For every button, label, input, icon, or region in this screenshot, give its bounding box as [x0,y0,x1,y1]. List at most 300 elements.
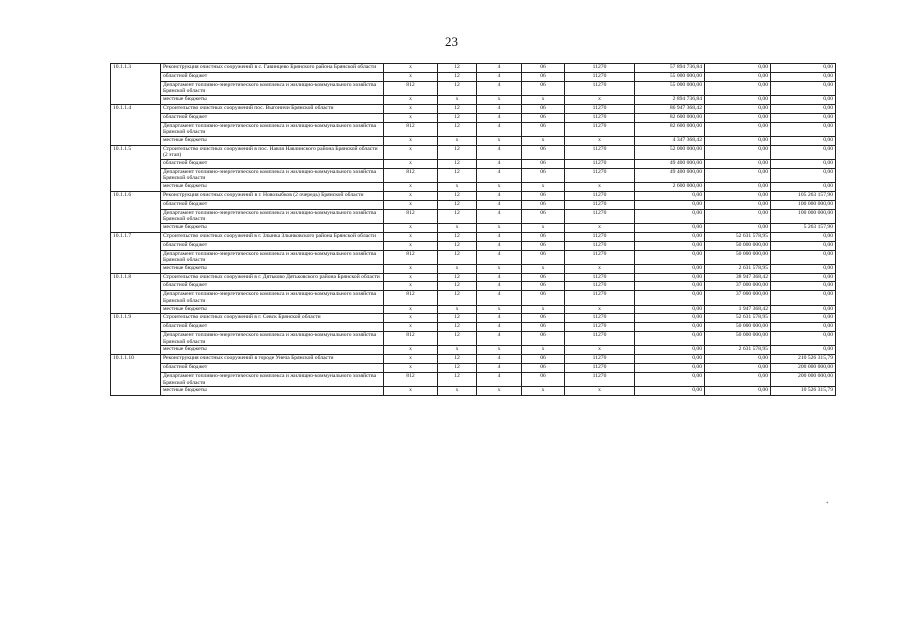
column-e: 11270 [565,200,635,209]
column-e: 11270 [565,122,635,136]
column-c: 4 [477,159,522,168]
column-c: 4 [477,64,522,73]
amount-year-2: 0,00 [705,104,771,113]
amount-year-1: 0,00 [635,241,705,250]
column-c: 4 [477,250,522,264]
column-b: 12 [438,145,477,159]
column-e: x [565,387,635,396]
amount-year-2: 0,00 [705,209,771,223]
row-name: областной бюджет [161,200,384,209]
column-b: 12 [438,291,477,305]
table-row [111,332,836,346]
column-e: 11270 [565,232,635,241]
column-b: 12 [438,209,477,223]
amount-year-2: 0,00 [705,145,771,159]
column-c: 4 [477,81,522,95]
amount-year-3: 0,00 [771,159,836,168]
row-name: Строительство очистных сооружений в г. Дятьково Дятьковского района Брянской области [161,273,384,282]
table-row [111,209,836,223]
amount-year-2: 50 000 000,00 [705,241,771,250]
column-c: 4 [477,241,522,250]
column-d: 06 [522,145,565,159]
column-b: x [438,136,477,145]
column-c: 4 [477,273,522,282]
table-row [111,241,836,250]
amount-year-3: 0,00 [771,64,836,73]
amount-year-2: 37 000 000,00 [705,291,771,305]
column-c: 4 [477,104,522,113]
column-a: x [384,95,438,104]
column-c: 4 [477,113,522,122]
row-name: Строительство очистных сооружений в г. Севск Брянской области [161,314,384,323]
column-c: 4 [477,191,522,200]
column-a: x [384,364,438,373]
column-e: 11270 [565,81,635,95]
amount-year-3: 0,00 [771,314,836,323]
column-d: x [522,136,565,145]
column-b: 12 [438,323,477,332]
amount-year-3: 105 263 157,90 [771,191,836,200]
amount-year-2: 2 631 578,95 [705,264,771,273]
column-b: 12 [438,314,477,323]
row-name: Строительство очистных сооружений в г. Злынка Злынковского района Брянской области [161,232,384,241]
amount-year-3: 0,00 [771,145,836,159]
column-e: x [565,264,635,273]
column-d: 06 [522,250,565,264]
row-name: областной бюджет [161,159,384,168]
amount-year-1: 0,00 [635,355,705,364]
amount-year-1: 0,00 [635,364,705,373]
column-e: 11270 [565,332,635,346]
budget-table [110,63,836,396]
amount-year-1: 0,00 [635,373,705,387]
column-b: 12 [438,104,477,113]
amount-year-2: 0,00 [705,182,771,191]
column-d: 06 [522,209,565,223]
amount-year-1: 0,00 [635,314,705,323]
amount-year-2: 0,00 [705,355,771,364]
amount-year-1: 52 000 000,00 [635,145,705,159]
column-a: x [384,200,438,209]
amount-year-3: 10 526 315,79 [771,387,836,396]
column-c: 4 [477,282,522,291]
table-row [111,104,836,113]
column-b: 12 [438,191,477,200]
column-a: x [384,223,438,232]
row-name: Департамент топливно-энергетического комплекса и жилищно-коммунального хозяйства Брянской области [161,373,384,387]
amount-year-2: 0,00 [705,136,771,145]
amount-year-1: 0,00 [635,209,705,223]
amount-year-3: 0,00 [771,241,836,250]
item-code: 10.1.1.7 [111,232,161,273]
table-row [111,305,836,314]
amount-year-2: 0,00 [705,159,771,168]
amount-year-2: 2 631 578,95 [705,346,771,355]
amount-year-1: 82 600 000,00 [635,122,705,136]
column-c: 4 [477,145,522,159]
column-c: 4 [477,332,522,346]
amount-year-1: 0,00 [635,200,705,209]
table-row [111,323,836,332]
row-name: Департамент топливно-энергетического комплекса и жилищно-коммунального хозяйства Брянской области [161,81,384,95]
table-row [111,314,836,323]
column-e: 11270 [565,250,635,264]
column-b: x [438,305,477,314]
row-name: Реконструкция очистных сооружений в городе Унеча Брянской области [161,355,384,364]
row-name: областной бюджет [161,364,384,373]
amount-year-1: 0,00 [635,191,705,200]
column-c: 4 [477,200,522,209]
column-d: x [522,264,565,273]
column-d: 06 [522,232,565,241]
column-a: x [384,191,438,200]
amount-year-1: 2 600 000,00 [635,182,705,191]
row-name: областной бюджет [161,282,384,291]
column-a: 812 [384,122,438,136]
page-number: 23 [445,34,458,49]
column-d: x [522,387,565,396]
table-row [111,273,836,282]
item-code: 10.1.1.4 [111,104,161,145]
amount-year-3: 0,00 [771,95,836,104]
item-code: 10.1.1.6 [111,191,161,232]
table-row [111,223,836,232]
column-d: 06 [522,72,565,81]
column-e: 11270 [565,323,635,332]
column-b: x [438,223,477,232]
column-e: 11270 [565,104,635,113]
column-c: x [477,346,522,355]
column-c: x [477,264,522,273]
amount-year-2: 0,00 [705,113,771,122]
column-d: 06 [522,291,565,305]
column-d: 06 [522,364,565,373]
amount-year-1: 0,00 [635,305,705,314]
table-row [111,264,836,273]
column-a: x [384,159,438,168]
table-row [111,145,836,159]
column-b: 12 [438,200,477,209]
column-c: 4 [477,355,522,364]
column-e: x [565,95,635,104]
amount-year-1: 55 000 000,00 [635,81,705,95]
column-e: 11270 [565,373,635,387]
row-name: Строительство очистных сооружений пос. Выгоничи Брянской области [161,104,384,113]
item-code: 10.1.1.9 [111,314,161,355]
column-d: 06 [522,373,565,387]
column-a: x [384,136,438,145]
column-c: 4 [477,323,522,332]
row-name: местные бюджеты [161,223,384,232]
column-e: 11270 [565,273,635,282]
column-d: 06 [522,122,565,136]
amount-year-3: 0,00 [771,81,836,95]
column-e: 11270 [565,145,635,159]
row-name: Строительство очистных сооружений в пос. Навля Навлинского района Брянской области (2 этап) [161,145,384,159]
amount-year-3: 0,00 [771,72,836,81]
table-row [111,182,836,191]
column-d: 06 [522,64,565,73]
row-name: местные бюджеты [161,264,384,273]
column-d: 06 [522,332,565,346]
column-b: 12 [438,232,477,241]
column-b: x [438,264,477,273]
column-e: x [565,182,635,191]
column-b: x [438,182,477,191]
column-c: 4 [477,291,522,305]
column-d: 06 [522,159,565,168]
column-e: 11270 [565,291,635,305]
column-e: x [565,136,635,145]
column-d: x [522,223,565,232]
row-name: областной бюджет [161,241,384,250]
column-c: x [477,136,522,145]
column-d: 06 [522,168,565,182]
item-code: 10.1.1.5 [111,145,161,191]
table-row [111,282,836,291]
column-d: 06 [522,113,565,122]
column-b: 12 [438,282,477,291]
column-d: 06 [522,273,565,282]
column-b: 12 [438,64,477,73]
column-c: 4 [477,364,522,373]
amount-year-3: 0,00 [771,282,836,291]
column-d: x [522,95,565,104]
column-d: 06 [522,104,565,113]
table-row [111,168,836,182]
column-a: x [384,323,438,332]
column-d: 06 [522,355,565,364]
amount-year-1: 2 894 736,84 [635,95,705,104]
table-row [111,72,836,81]
amount-year-1: 49 400 000,00 [635,159,705,168]
column-d: 06 [522,282,565,291]
amount-year-2: 38 947 368,42 [705,273,771,282]
row-name: местные бюджеты [161,346,384,355]
amount-year-1: 86 947 368,42 [635,104,705,113]
table-row [111,81,836,95]
column-b: 12 [438,113,477,122]
amount-year-1: 0,00 [635,332,705,346]
amount-year-3: 0,00 [771,122,836,136]
table-row [111,159,836,168]
column-d: 06 [522,314,565,323]
column-b: 12 [438,250,477,264]
table-row [111,355,836,364]
amount-year-3: 210 526 315,79 [771,355,836,364]
column-c: 4 [477,72,522,81]
column-e: x [565,223,635,232]
item-code: 10.1.1.3 [111,64,161,105]
row-name: местные бюджеты [161,136,384,145]
amount-year-3: 100 000 000,00 [771,200,836,209]
amount-year-3: 0,00 [771,136,836,145]
row-name: Департамент топливно-энергетического комплекса и жилищно-коммунального хозяйства Брянской области [161,168,384,182]
amount-year-3: 0,00 [771,346,836,355]
item-code: 10.1.1.8 [111,273,161,314]
column-e: x [565,346,635,355]
column-a: 812 [384,168,438,182]
column-e: x [565,305,635,314]
amount-year-3: 100 000 000,00 [771,209,836,223]
column-c: x [477,305,522,314]
amount-year-3: 0,00 [771,332,836,346]
column-a: x [384,387,438,396]
amount-year-2: 0,00 [705,364,771,373]
column-b: 12 [438,122,477,136]
row-name: Департамент топливно-энергетического комплекса и жилищно-коммунального хозяйства Брянской области [161,209,384,223]
column-b: 12 [438,355,477,364]
amount-year-3: 0,00 [771,104,836,113]
column-a: x [384,104,438,113]
column-e: 11270 [565,241,635,250]
amount-year-3: 0,00 [771,291,836,305]
column-a: x [384,305,438,314]
amount-year-2: 0,00 [705,223,771,232]
column-b: 12 [438,332,477,346]
column-d: 06 [522,191,565,200]
column-b: x [438,387,477,396]
column-c: 4 [477,168,522,182]
column-a: x [384,241,438,250]
amount-year-2: 0,00 [705,122,771,136]
amount-year-3: 0,00 [771,305,836,314]
amount-year-1: 0,00 [635,346,705,355]
table-row [111,122,836,136]
amount-year-2: 52 631 578,95 [705,314,771,323]
column-e: 11270 [565,159,635,168]
table-row [111,346,836,355]
column-c: x [477,223,522,232]
item-code: 10.1.1.10 [111,355,161,396]
column-c: x [477,182,522,191]
column-a: 812 [384,209,438,223]
table-row [111,95,836,104]
amount-year-3: 0,00 [771,182,836,191]
column-e: 11270 [565,364,635,373]
column-d: x [522,346,565,355]
amount-year-2: 0,00 [705,200,771,209]
column-c: 4 [477,209,522,223]
row-name: Департамент топливно-энергетического комплекса и жилищно-коммунального хозяйства Брянской области [161,291,384,305]
column-a: 812 [384,250,438,264]
row-name: Департамент топливно-энергетического комплекса и жилищно-коммунального хозяйства Брянской области [161,332,384,346]
column-a: x [384,273,438,282]
amount-year-2: 50 000 000,00 [705,332,771,346]
amount-year-3: 200 000 000,00 [771,364,836,373]
column-b: 12 [438,241,477,250]
column-e: 11270 [565,113,635,122]
row-name: областной бюджет [161,113,384,122]
column-d: 06 [522,241,565,250]
row-name: местные бюджеты [161,305,384,314]
column-e: 11270 [565,64,635,73]
amount-year-1: 49 400 000,00 [635,168,705,182]
column-c: 4 [477,232,522,241]
column-c: x [477,387,522,396]
amount-year-1: 0,00 [635,323,705,332]
amount-year-1: 0,00 [635,282,705,291]
amount-year-2: 0,00 [705,81,771,95]
row-name: местные бюджеты [161,387,384,396]
column-d: x [522,305,565,314]
column-b: 12 [438,273,477,282]
amount-year-1: 0,00 [635,250,705,264]
amount-year-1: 0,00 [635,291,705,305]
table-row [111,291,836,305]
column-b: x [438,346,477,355]
table-row [111,113,836,122]
column-e: 11270 [565,72,635,81]
amount-year-1: 0,00 [635,232,705,241]
amount-year-2: 52 631 578,95 [705,232,771,241]
column-b: x [438,95,477,104]
amount-year-1: 82 600 000,00 [635,113,705,122]
amount-year-2: 0,00 [705,191,771,200]
column-b: 12 [438,159,477,168]
amount-year-1: 0,00 [635,387,705,396]
amount-year-1: 0,00 [635,264,705,273]
row-name: местные бюджеты [161,182,384,191]
amount-year-3: 0,00 [771,323,836,332]
amount-year-3: 200 000 000,00 [771,373,836,387]
amount-year-2: 1 947 368,42 [705,305,771,314]
column-e: 11270 [565,314,635,323]
column-b: 12 [438,81,477,95]
column-c: 4 [477,122,522,136]
column-a: x [384,264,438,273]
column-a: 812 [384,81,438,95]
amount-year-3: 0,00 [771,250,836,264]
row-name: Департамент топливно-энергетического комплекса и жилищно-коммунального хозяйства Брянской области [161,122,384,136]
amount-year-2: 0,00 [705,64,771,73]
column-d: 06 [522,323,565,332]
table-row [111,64,836,73]
column-e: 11270 [565,355,635,364]
amount-year-2: 0,00 [705,95,771,104]
column-a: 812 [384,291,438,305]
column-d: 06 [522,200,565,209]
amount-year-2: 50 000 000,00 [705,250,771,264]
column-a: x [384,282,438,291]
row-name: местные бюджеты [161,95,384,104]
column-c: 4 [477,373,522,387]
table-row [111,136,836,145]
row-name: областной бюджет [161,323,384,332]
table-row [111,364,836,373]
amount-year-3: 0,00 [771,273,836,282]
column-a: x [384,145,438,159]
scan-mark: * [826,502,829,507]
row-name: Реконструкция очистных сооружений в г. Новозыбков (2 очередь) Брянской области [161,191,384,200]
amount-year-3: 5 263 157,90 [771,223,836,232]
column-a: x [384,346,438,355]
column-c: x [477,95,522,104]
column-b: 12 [438,364,477,373]
amount-year-3: 0,00 [771,113,836,122]
table-row [111,387,836,396]
amount-year-1: 55 000 000,00 [635,72,705,81]
amount-year-1: 57 894 736,84 [635,64,705,73]
column-e: 11270 [565,282,635,291]
amount-year-1: 0,00 [635,273,705,282]
column-a: 812 [384,332,438,346]
column-a: x [384,113,438,122]
amount-year-3: 0,00 [771,168,836,182]
amount-year-2: 0,00 [705,168,771,182]
table-row [111,232,836,241]
column-a: x [384,182,438,191]
